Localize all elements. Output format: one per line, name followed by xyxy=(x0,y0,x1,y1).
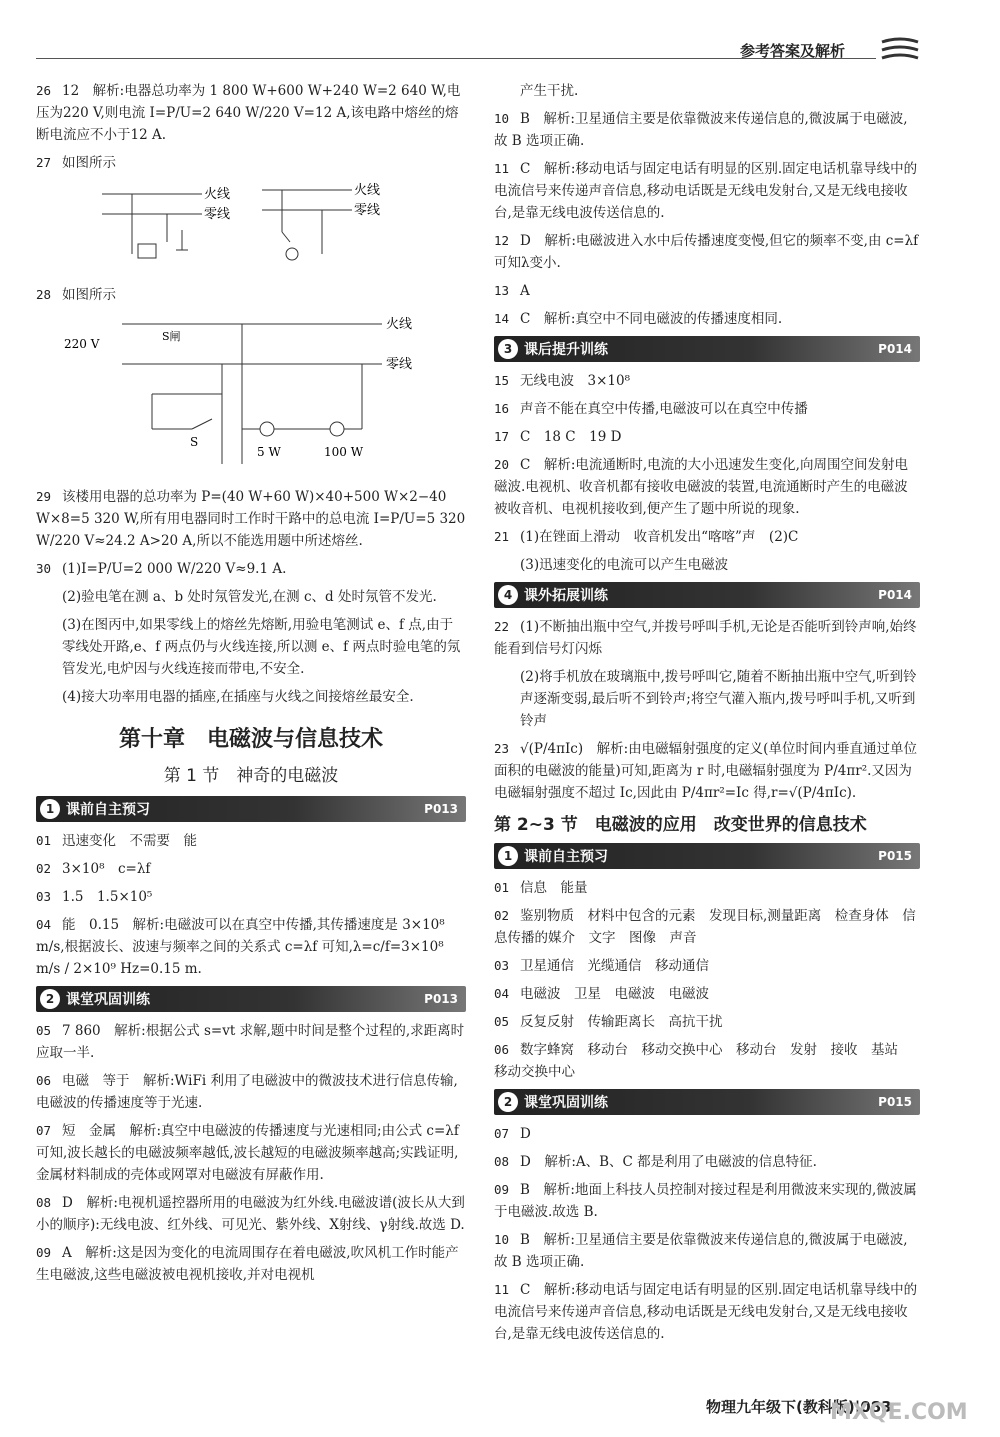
answer-04: 04 能 0.15 解析:电磁波可以在真空中传播,其传播速度是 3×10⁸ m/s,根据波长、波速与频率之间的关系式 c=λf 可知,λ=c/f=3×10⁸ m/s / 2×10⁹ Hz=0.15 m. xyxy=(36,917,445,977)
answer-11: 11 C 解析:移动电话与固定电话有明显的区别.固定电话机靠导线中的电流信号来传递声音信息,移动电话既是无线电发射台,又是无线电接收台,是靠无线电波传送信息的. xyxy=(494,161,918,221)
fig27-live-label-b: 火线 xyxy=(354,183,381,198)
answer-06: 06 电磁 等于 解析:WiFi 利用了电磁波中的微波技术进行信息传输,电磁波的传播速度等于光速. xyxy=(36,1073,458,1111)
left-column xyxy=(36,80,466,1292)
answer-s2-07: 07 D xyxy=(494,1126,531,1142)
answer-s2-08: 08 D 解析:A、B、C 都是利用了电磁波的信息特征. xyxy=(494,1154,817,1170)
section-bar-extension: 4 课外拓展训练 P014 xyxy=(494,582,920,608)
answer-30-part2: (2)验电笔在测 a、b 处时氖管发光,在测 c、d 处时氖管不发光. xyxy=(62,589,437,605)
book-stack-icon xyxy=(880,36,920,66)
fig27-live-label: 火线 xyxy=(204,187,231,202)
answer-29: 29 该楼用电器的总功率为 P=(40 W+60 W)×40+500 W×2−40 W×8=5 320 W,所有用电器同时工作时干路中的总电流 I=P/U=5 320 W/220 V≈24.2 A>20 A,所以不能选用题中所述熔丝. xyxy=(36,489,466,549)
answer-28: 28 如图所示 xyxy=(36,287,116,303)
answer-05: 05 7 860 解析:根据公式 s=vt 求解,题中时间是整个过程的,求距离时应取一半. xyxy=(36,1023,465,1061)
fig28-main-switch-label: S闸 xyxy=(162,330,181,343)
section-bar-classroom: 2 课堂巩固训练 P013 xyxy=(36,986,466,1012)
answer-s2-10: 10 B 解析:卫星通信主要是依靠微波来传递信息的,微波属于电磁波,故 B 选项正确. xyxy=(494,1232,908,1270)
answer-s2-04: 04 电磁波 卫星 电磁波 电磁波 xyxy=(494,986,709,1002)
answer-14: 14 C 解析:真空中不同电磁波的传播速度相同. xyxy=(494,311,783,327)
section-bar-preview: 1 课前自主预习 P013 xyxy=(36,796,466,822)
answer-27: 27 如图所示 xyxy=(36,155,116,171)
answer-21: 21 (1)在锉面上滑动 收音机发出“喀喀”声 (2)C xyxy=(494,529,799,545)
fig28-live-label: 火线 xyxy=(386,317,413,332)
fig28-lamp1-label: 5 W xyxy=(257,445,281,459)
answer-15: 15 无线电波 3×10⁸ xyxy=(494,373,630,389)
page-footer: 物理九年级下(教科版)|083 xyxy=(706,1398,892,1416)
answer-s2-11: 11 C 解析:移动电话与固定电话有明显的区别.固定电话机靠导线中的电流信号来传递声音信息,移动电话既是无线电发射台,又是无线电接收台,是靠无线电波传送信息的. xyxy=(494,1282,918,1342)
answer-s2-09: 09 B 解析:地面上科技人员控制对接过程是利用微波来实现的,微波属于电磁波.故选 B. xyxy=(494,1182,917,1220)
section-title-2: 第 2~3 节 电磁波的应用 改变世界的信息技术 xyxy=(494,815,867,835)
answer-20: 20 C 解析:电流通断时,电流的大小迅速发生变化,向周围空间发射电磁波.电视机、收音机都有接收电磁波的装置,电流通断时产生的电磁波被收音机、电视机接收到,便产生了题中所说的现象. xyxy=(494,457,908,517)
circuit-figure-28 xyxy=(62,314,442,474)
answer-s2-01: 01 信息 能量 xyxy=(494,880,588,896)
answer-21-part3: (3)迅速变化的电流可以产生电磁波 xyxy=(520,557,729,573)
answer-07: 07 短 金属 解析:真空中电磁波的传播速度与光速相同;由公式 c=λf 可知,波长越长的电磁波频率越低,波长越短的电磁波频率越高;实践证明,金属材料制成的壳体或网罩对电磁波有屏蔽作用. xyxy=(36,1123,459,1183)
answer-02: 02 3×10⁸ c=λf xyxy=(36,861,151,877)
answer-30-part4: (4)接大功率用电器的插座,在插座与火线之间接熔丝最安全. xyxy=(62,689,414,705)
answer-17-19: 17 C 18 C 19 D xyxy=(494,429,622,445)
answer-01: 01 迅速变化 不需要 能 xyxy=(36,833,197,849)
header-rule xyxy=(36,58,876,59)
section-bar-after-class: 3 课后提升训练 P014 xyxy=(494,336,920,362)
section-bar-classroom-2: 2 课堂巩固训练 P015 xyxy=(494,1089,920,1115)
fig28-lamp2-label: 100 W xyxy=(324,445,364,459)
answer-10: 10 B 解析:卫星通信主要是依靠微波来传递信息的,微波属于电磁波,故 B 选项正确. xyxy=(494,111,908,149)
answer-s2-03: 03 卫星通信 光缆通信 移动通信 xyxy=(494,958,709,974)
answer-13: 13 A xyxy=(494,283,530,299)
answer-03: 03 1.5 1.5×10⁵ xyxy=(36,889,153,905)
answer-22-part2: (2)将手机放在玻璃瓶中,拨号呼叫它,随着不断抽出瓶中空气,听到铃声逐渐变弱,最后听不到铃声;将空气灌入瓶内,拨号呼叫手机,又听到铃声 xyxy=(520,669,917,729)
answer-s2-05: 05 反复反射 传输距离长 高抗干扰 xyxy=(494,1014,723,1030)
answer-16: 16 声音不能在真空中传播,电磁波可以在真空中传播 xyxy=(494,401,808,417)
fig28-voltage-label: 220 V xyxy=(64,337,100,351)
circuit-figure-27 xyxy=(62,182,392,272)
answer-23: 23 √(P/4πIc) 解析:由电磁辐射强度的定义(单位时间内垂直通过单位面积的电磁波的能量)可知,距离为 r 时,电磁辐射强度为 P/4πr².又因为电磁辐射强度不超过 Ic,因此由 P/4πr²=Ic 得,r=√(P/4πIc). xyxy=(494,741,917,801)
answer-26: 26 12 解析:电器总功率为 1 800 W+600 W+240 W=2 640 W,电压为220 V,则电流 I=P/U=2 640 W/220 V=12 A,该电路中熔丝的熔断电流应不小于12 A. xyxy=(36,83,461,143)
section-title-1: 第 1 节 神奇的电磁波 xyxy=(163,766,339,786)
fig28-switch-label: S xyxy=(190,435,199,449)
watermark-logo: MXQE.COM xyxy=(830,1400,968,1425)
answer-s2-06: 06 数字蜂窝 移动台 移动交换中心 移动台 发射 接收 基站 移动交换中心 xyxy=(494,1042,912,1080)
answer-30-part3: (3)在图丙中,如果零线上的熔丝先熔断,用验电笔测试 e、f 点,由于零线处开路,e、f 两点仍与火线连接,所以测 e、f 两点时验电笔的氖管发光,电炉因与火线连接而带电,不安全. xyxy=(62,617,461,677)
page-header-title: 参考答案及解析 xyxy=(740,42,846,60)
answer-22: 22 (1)不断抽出瓶中空气,并拨号呼叫手机,无论是否能听到铃声响,始终能看到信号灯闪烁 xyxy=(494,619,917,657)
fig27-neutral-label: 零线 xyxy=(204,207,231,222)
answer-30: 30 (1)I=P/U=2 000 W/220 V≈9.1 A. xyxy=(36,561,287,577)
fig28-neutral-label: 零线 xyxy=(386,357,413,372)
answer-08: 08 D 解析:电视机遥控器所用的电磁波为红外线.电磁波谱(波长从大到小的顺序):无线电波、红外线、可见光、紫外线、X射线、γ射线.故选 D. xyxy=(36,1195,465,1233)
answer-09: 09 A 解析:这是因为变化的电流周围存在着电磁波,吹风机工作时能产生电磁波,这些电磁波被电视机接收,并对电视机 xyxy=(36,1245,459,1283)
answer-s2-02: 02 鉴别物质 材料中包含的元素 发现目标,测量距离 检查身体 信息传播的媒介 文字 图像 声音 xyxy=(494,908,916,946)
fig27-neutral-label-b: 零线 xyxy=(354,203,381,218)
answer-12: 12 D 解析:电磁波进入水中后传播速度变慢,但它的频率不变,由 c=λf 可知λ变小. xyxy=(494,233,919,271)
section-bar-preview-2: 1 课前自主预习 P015 xyxy=(494,843,920,869)
right-column xyxy=(494,80,920,1351)
chapter-title: 第十章 电磁波与信息技术 xyxy=(118,727,383,752)
answer-09-continued: 产生干扰. xyxy=(520,83,579,99)
